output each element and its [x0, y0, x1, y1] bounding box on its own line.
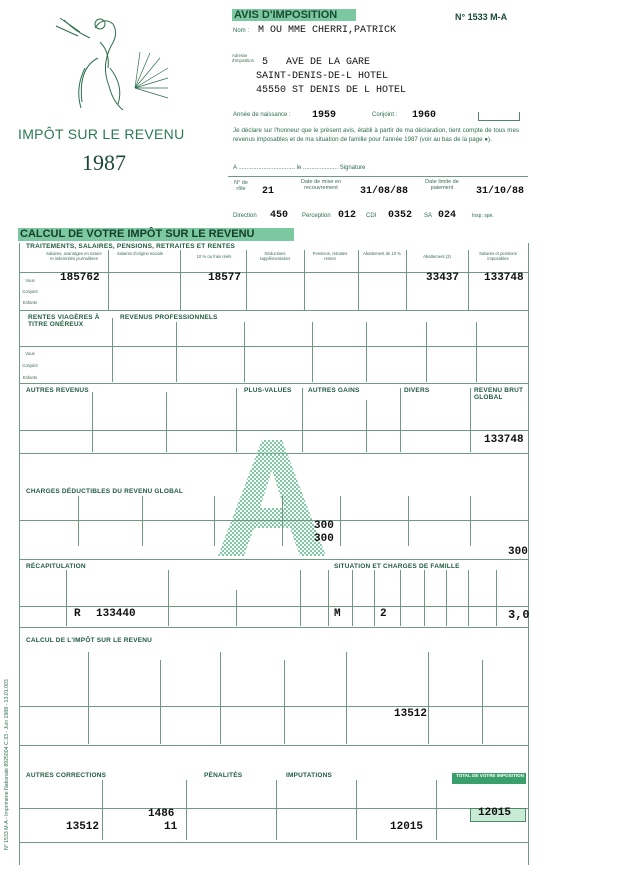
value-situation: M: [334, 608, 341, 620]
section-divers: DIVERS: [404, 387, 430, 394]
role-value: 21: [262, 186, 275, 197]
value-total: 12015: [478, 807, 512, 819]
value-impot-brut: 13512: [394, 708, 428, 720]
limite-value: 31/10/88: [476, 186, 525, 197]
value-salaires: 185762: [60, 272, 100, 284]
marianne-logo: [40, 8, 170, 120]
section-situation: SITUATION ET CHARGES DE FAMILLE: [334, 563, 460, 570]
naissance-label: Année de naissance :: [233, 112, 291, 118]
cdi-value: 0352: [388, 210, 413, 221]
col-header-frais: 10 % ou frais réels: [196, 254, 232, 259]
nom-label: Nom :: [233, 28, 250, 34]
adresse-label: Adresse d'imposition: [232, 53, 254, 63]
value-total-charges: 300: [508, 546, 528, 558]
col-header-pensions: Pensions, retraites rentes: [312, 251, 348, 261]
document-title: IMPÔT SUR LE REVENU: [18, 126, 185, 142]
row-enfants-2: Enfants: [22, 375, 38, 380]
col-header-deductions: Déductions supplémentaires: [259, 251, 291, 261]
signature-line: A .................................. le ..................... Signature: [233, 165, 366, 171]
perception-label: Perception: [302, 213, 331, 219]
value-charges-b: 300: [314, 533, 334, 545]
section-rentes: RENTES VIAGÈRES À TITRE ONÉREUX: [28, 314, 100, 328]
section-imputations: IMPUTATIONS: [286, 772, 333, 779]
col-header-salaires: Salaires, avantages en nature et indemnités journalières: [46, 251, 102, 261]
section-plus-values: PLUS-VALUES: [244, 387, 292, 394]
value-frais: 18577: [208, 272, 242, 284]
value-recap-r: R: [74, 608, 81, 620]
section-calcul-impot: CALCUL DE L'IMPÔT SUR LE REVENU: [26, 637, 153, 644]
limite-label: Date limite de paiement: [425, 179, 459, 191]
insp-label: Insp. spé.: [472, 213, 494, 219]
col-header-imposables: Salaires et pensions imposables: [479, 251, 517, 261]
perception-value: 012: [338, 210, 357, 221]
value-charges-a: 300: [314, 520, 334, 532]
section-autres-corrections: AUTRES CORRECTIONS: [26, 772, 107, 779]
section-revenu-brut: REVENU BRUT GLOBAL: [474, 387, 524, 401]
direction-label: Direction: [233, 213, 257, 219]
col-header-abattement: Abattement (3): [423, 254, 451, 259]
tax-year: 1987: [82, 150, 126, 175]
section-traitements: TRAITEMENTS, SALAIRES, PENSIONS, RETRAITES ET RENTES: [26, 243, 236, 250]
value-imposables: 133748: [484, 272, 524, 284]
conjoint-value: 1960: [412, 110, 437, 121]
value-enfants: 2: [380, 608, 387, 620]
value-imputations: 12015: [390, 821, 424, 833]
section-prof: REVENUS PROFESSIONNELS: [120, 314, 218, 321]
row-conjoint-2: Conjoint: [22, 363, 38, 368]
section-recap: RÉCAPITULATION: [26, 563, 86, 570]
col-header-abattement-10: Abattement de 10 %: [363, 251, 401, 256]
row-conjoint: Conjoint: [22, 289, 38, 294]
calcul-title: CALCUL DE VOTRE IMPÔT SUR LE REVENU: [20, 228, 255, 240]
conjoint-label: Conjoint :: [372, 112, 398, 118]
value-revenu-imposable: 133440: [96, 608, 136, 620]
side-print-info: N° 1533 M-A - Imprimerie Nationale 8925004 C.33 - Juin 1988 - 13.01.003: [4, 679, 10, 850]
mise-value: 31/08/88: [360, 186, 409, 197]
value-penalites-a: 1486: [148, 808, 175, 820]
row-vous: Vous: [25, 278, 35, 283]
declaration-text: Je déclare sur l'honneur que le présent avis, établi à partir de ma déclaration, tient compte de tous mes revenus imposables et de ma situation de famille pour l'année 1987 (voir au bas de la page ●).: [233, 127, 519, 143]
sa-value: 024: [438, 210, 457, 221]
row-enfants: Enfants: [22, 300, 38, 305]
value-penalites-b: 11: [164, 821, 178, 833]
sa-label: SA: [424, 213, 433, 219]
value-parts: 3,0: [508, 608, 530, 622]
section-autres-gains: AUTRES GAINS: [308, 387, 360, 394]
nom-value: M OU MME CHERRI,PATRICK: [258, 25, 397, 36]
avis-number: N° 1533 M-A: [455, 12, 508, 22]
col-header-salaires-sociale: Salaires d'origine sociale: [116, 251, 164, 256]
naissance-value: 1959: [312, 110, 337, 121]
value-abattement: 33437: [426, 272, 460, 284]
address-line-3: 45550 ST DENIS DE L HOTEL: [256, 85, 407, 96]
address-line-2: SAINT-DENIS-DE-L HOTEL: [256, 71, 389, 82]
cdi-label: CDI: [366, 213, 377, 219]
section-autres-revenus: AUTRES REVENUS: [26, 387, 89, 394]
value-revenu-brut: 133748: [484, 434, 524, 446]
address-line-1: 5 AVE DE LA GARE: [262, 57, 371, 68]
watermark-a: [214, 438, 330, 563]
role-label: N° de rôle: [234, 180, 248, 192]
section-charges: CHARGES DÉDUCTIBLES DU REVENU GLOBAL: [26, 488, 184, 495]
direction-value: 450: [270, 210, 289, 221]
avis-title: AVIS D'IMPOSITION: [234, 9, 338, 21]
section-penalites: PÉNALITÉS: [204, 772, 243, 779]
section-total: TOTAL DE VOTRE IMPOSITION: [456, 773, 524, 778]
row-vous-2: Vous: [25, 351, 35, 356]
mise-label: Date de mise en recouvrement: [300, 179, 342, 191]
value-corrections: 13512: [66, 821, 100, 833]
